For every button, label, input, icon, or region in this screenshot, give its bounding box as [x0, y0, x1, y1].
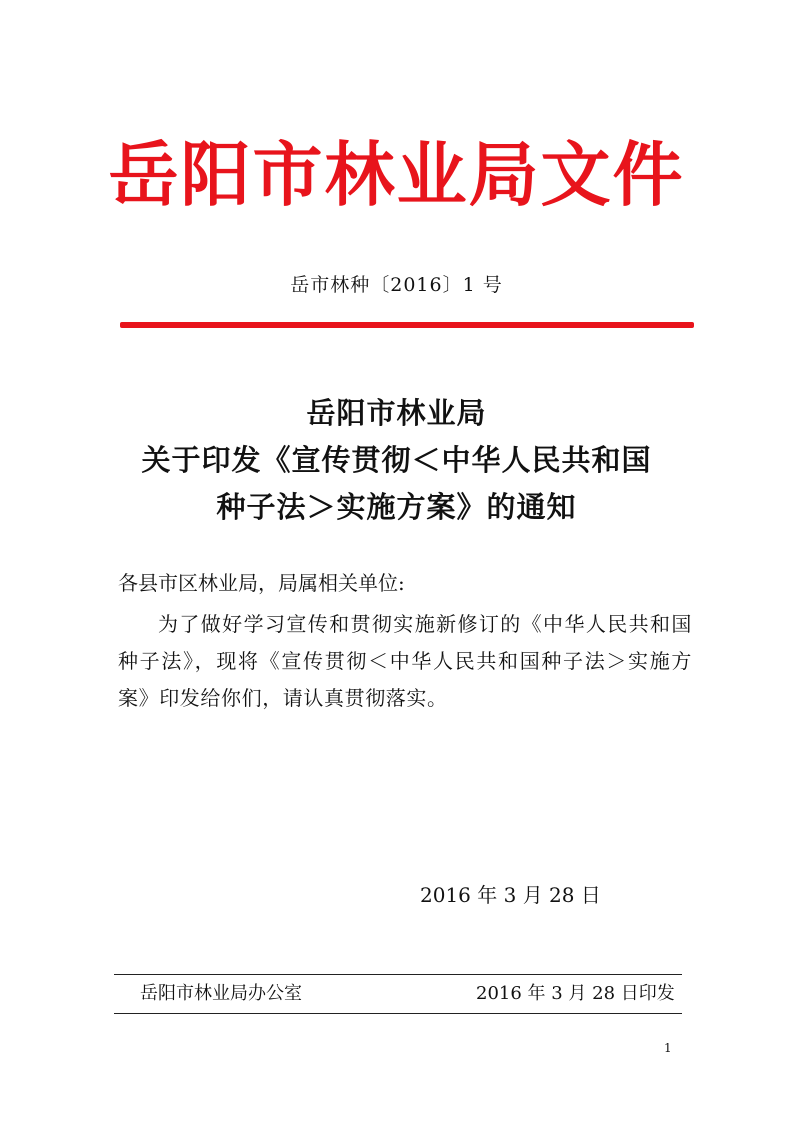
body-paragraph: 为了做好学习宣传和贯彻实施新修订的《中华人民共和国种子法》，现将《宣传贯彻＜中华人民共和国种子法＞实施方案》印发给你们，请认真贯彻落实。 [118, 612, 692, 710]
notice-title-line: 种子法＞实施方案》的通知 [216, 490, 577, 524]
footer-top-rule [114, 974, 682, 975]
footer-issue-date: 2016 年 3 月 28 日印发 [476, 983, 675, 1004]
page-number: 1 [664, 1041, 672, 1055]
red-divider [120, 322, 694, 328]
document-header-title: 岳阳市林业局文件 [108, 134, 685, 216]
footer-issuer: 岳阳市林业局办公室 [140, 983, 302, 1004]
signature-date: 2016 年 3 月 28 日 [420, 883, 601, 907]
notice-title [0, 390, 793, 531]
document-number: 岳市林种〔2016〕1 号 [290, 274, 503, 296]
footer-bottom-rule [114, 1013, 682, 1014]
salutation: 各县市区林业局，局属相关单位: [118, 571, 405, 595]
notice-title-line: 关于印发《宣传贯彻＜中华人民共和国 [141, 443, 652, 477]
notice-title-line: 岳阳市林业局 [306, 396, 487, 430]
